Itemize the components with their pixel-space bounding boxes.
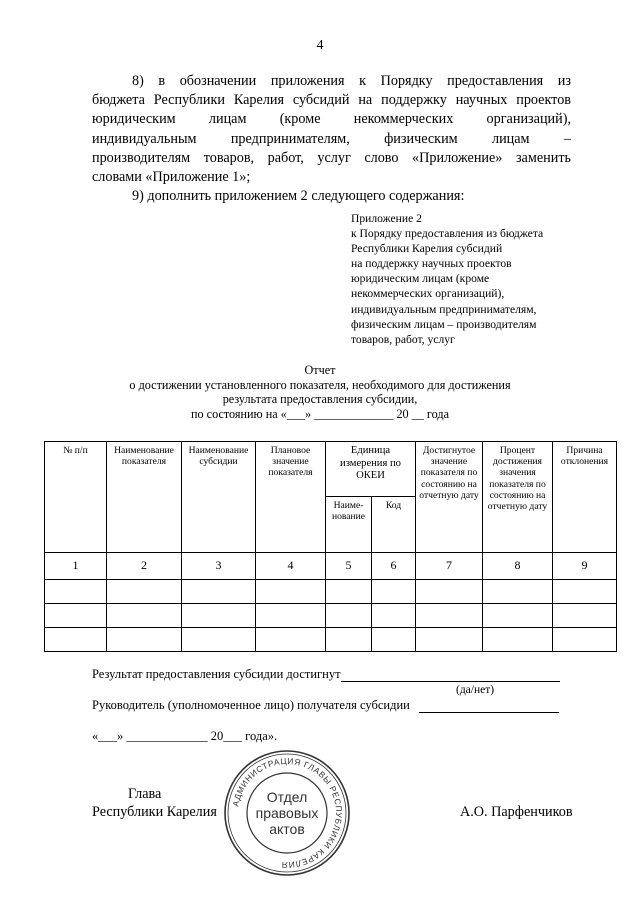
header-unit-code: Код [372, 497, 416, 553]
stamp-center-line: Отдел [266, 789, 308, 805]
header-subsidy-name: Наименование субсидии [182, 442, 256, 553]
amendment-item-8 [92, 72, 571, 206]
table-cell [416, 604, 483, 628]
result-achieved-line [92, 667, 560, 682]
appendix-line: индивидуальным предпринимателям, [351, 302, 537, 316]
header-reason: Причина отклонения [553, 442, 617, 553]
text-line: юридическим лицам (кроме некоммерческих организаций), [92, 111, 571, 128]
appendix-line: товаров, работ, услуг [351, 332, 455, 346]
head-signature-line [92, 698, 559, 713]
appendix-line: на поддержку научных проектов [351, 257, 512, 271]
table-cell [182, 628, 256, 652]
table-cell [45, 604, 107, 628]
column-number: 5 [326, 553, 372, 580]
column-number: 6 [372, 553, 416, 580]
head-signature-label: Руководитель (уполномоченное лицо) получателя субсидии [92, 698, 410, 712]
appendix-line: к Порядку предоставления из бюджета [351, 227, 544, 241]
appendix-line: Республики Карелия субсидий [351, 242, 503, 256]
result-achieved-label: Результат предоставления субсидии достигнут [92, 667, 341, 681]
header-planned-value: Плановое значение показателя [256, 442, 326, 553]
table-cell [107, 628, 182, 652]
table-cell [326, 628, 372, 652]
table-cell [553, 628, 617, 652]
stamp-center-line: актов [269, 821, 305, 837]
table-cell [372, 580, 416, 604]
appendix-line: некоммерческих организаций), [351, 287, 505, 301]
table-cell [326, 580, 372, 604]
result-hint: (да/нет) [456, 684, 495, 696]
table-cell [107, 580, 182, 604]
table-cell [45, 628, 107, 652]
head-signature-fill-line [419, 699, 559, 713]
table-cell [372, 628, 416, 652]
appendix-line: юридическим лицам (кроме [351, 272, 490, 286]
table-row [45, 628, 617, 652]
appendix-line: Приложение 2 [351, 212, 422, 225]
table-cell [416, 580, 483, 604]
table-row [45, 580, 617, 604]
table-cell [372, 604, 416, 628]
report-table [44, 441, 617, 652]
table-cell [326, 604, 372, 628]
column-number: 9 [553, 553, 617, 580]
column-number: 2 [107, 553, 182, 580]
appendix-header [351, 211, 581, 347]
table-cell [483, 580, 553, 604]
column-number: 4 [256, 553, 326, 580]
text-line: производителям товаров, работ, услуг слово «Приложение» заменить [92, 149, 571, 166]
report-title: Отчет [304, 363, 336, 377]
appendix-line: физическим лицам – производителям [351, 317, 537, 331]
table-cell [256, 604, 326, 628]
page-number: 4 [316, 38, 324, 53]
signer-name: А.О. Парфенчиков [460, 804, 573, 820]
table-cell [256, 580, 326, 604]
department-stamp [222, 748, 352, 878]
header-percent: Процент достижения значения показателя по состоянию на отчетную дату [483, 442, 553, 553]
report-heading [60, 363, 580, 421]
table-row [45, 604, 617, 628]
report-date-line: по состоянию на «___» _____________ 20 __ года [191, 406, 449, 421]
table-cell [182, 580, 256, 604]
text-line: словами «Приложение 1»; [92, 168, 251, 185]
text-line: 8) в обозначении приложения к Порядку предоставления из [132, 73, 571, 89]
text-line: индивидуальным предпринимателям, физическим лицам – [92, 130, 571, 147]
table-cell [182, 604, 256, 628]
table-cell [256, 628, 326, 652]
table-cell [483, 628, 553, 652]
signer-title-line-1: Глава [128, 786, 162, 802]
report-subtitle-line: результата предоставления субсидии, [222, 392, 418, 407]
table-cell [416, 628, 483, 652]
signature-date-line: «___» _____________ 20___ года». [92, 729, 278, 743]
header-achieved-value: Достигнутое значение показателя по состоянию на отчетную дату [416, 442, 483, 553]
stamp-center-line: правовых [255, 805, 319, 821]
table-cell [553, 580, 617, 604]
result-fill-line [341, 668, 560, 682]
column-number: 3 [182, 553, 256, 580]
table-cell [107, 604, 182, 628]
header-unit-name: Наиме-нование [326, 497, 372, 553]
amendment-item-9: 9) дополнить приложением 2 следующего содержания: [132, 188, 465, 205]
text-line: бюджета Республики Карелия субсидий на поддержку научных проектов [92, 92, 571, 109]
header-unit-okei: Единица измерения по ОКЕИ [326, 442, 416, 497]
table-cell [45, 580, 107, 604]
signer-title-line-2: Республики Карелия [92, 804, 217, 820]
column-number: 1 [45, 553, 107, 580]
report-subtitle-line: о достижении установленного показателя, необходимого для достижения [129, 377, 511, 392]
stamp-ring-text: АДМИНИСТРАЦИЯ ГЛАВЫ РЕСПУБЛИКИ КАРЕЛИЯ [230, 755, 345, 871]
table-cell [553, 604, 617, 628]
column-number: 8 [483, 553, 553, 580]
header-num: № п/п [45, 442, 107, 553]
column-number: 7 [416, 553, 483, 580]
table-cell [483, 604, 553, 628]
header-indicator-name: Наименование показателя [107, 442, 182, 553]
